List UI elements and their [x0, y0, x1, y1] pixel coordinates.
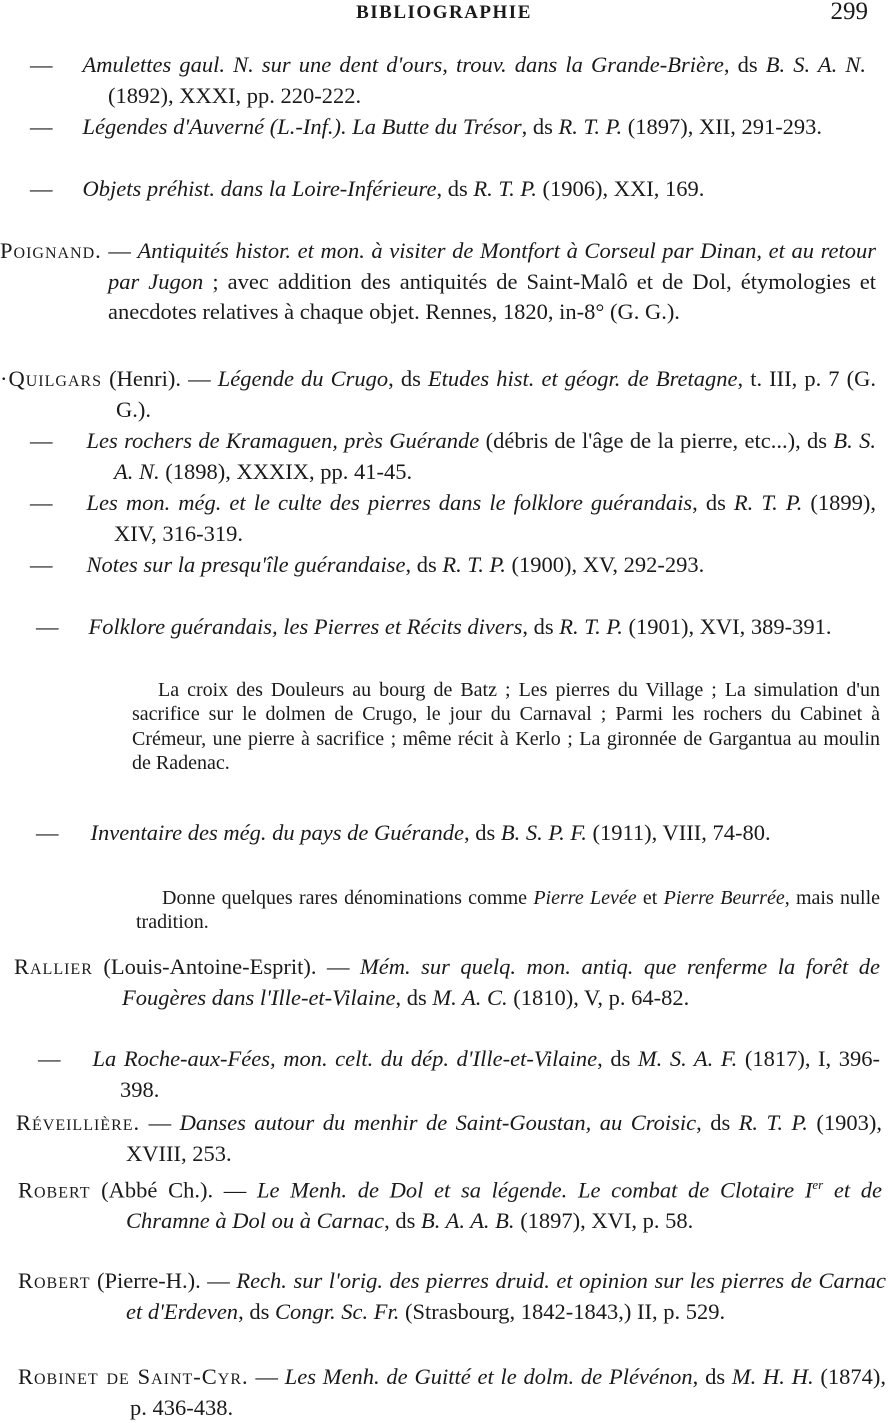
- entry-ref: (débris de l'âge de la pierre, etc...), ds: [479, 428, 834, 453]
- entry-author: ·Quilgars: [0, 366, 103, 391]
- entry-journal: R. T. P.: [473, 176, 537, 201]
- entry-journal: R. T. P.: [733, 490, 803, 515]
- entry-dash: —: [316, 954, 361, 979]
- entry-dash: —: [200, 1268, 237, 1293]
- entry-rallier: [14, 952, 880, 1013]
- entry-ref: (1897), XVI, p. 58.: [514, 1208, 694, 1234]
- entry-title: Les rochers de Kramaguen, près Guérande: [86, 428, 480, 453]
- entry-journal: B. S. A. N.: [765, 52, 867, 77]
- entry-robert-pierre: [18, 1266, 887, 1327]
- entry-ref: (1897), XII, 291-293.: [622, 114, 823, 139]
- entry-ref: ; avec addition des antiquités de Saint-Malô et de Dol, étymologies et anecdotes relatives à chaque objet. Rennes, 1820, in-8° (G. G.).: [108, 268, 876, 325]
- entry-robert-abbe: [18, 1170, 882, 1237]
- entry-author: Robinet de Saint-Cyr.: [18, 1364, 249, 1389]
- entry-connector: , ds: [597, 1046, 638, 1071]
- entry-superscript: er: [812, 1177, 824, 1192]
- entry-dash: —: [140, 1110, 180, 1135]
- entry-dash: —: [38, 1046, 61, 1071]
- entry-dash: —: [30, 52, 53, 77]
- entry-ref: (1901), XVI, 389-391.: [622, 614, 832, 639]
- entry-author: Rallier: [14, 954, 93, 979]
- entry-title: Antiquités histor. et mon. à visiter de Montfort à Corseul par Dinan, et au retour par Jugon: [108, 238, 876, 294]
- entry-title: La Roche-aux-Fées, mon. celt. du dép. d'Ille-et-Vilaine: [92, 1046, 598, 1071]
- entry-title: Légende du Crugo: [217, 366, 389, 391]
- annotation-text-c: , mais nulle tradition.: [136, 887, 881, 934]
- entry-journal: Etudes hist. et géogr. de Bretagne: [427, 366, 738, 391]
- entry-ref: (1911), VIII, 74-80.: [586, 820, 771, 845]
- entry-legendes-auverne: [30, 112, 866, 143]
- entry-dash: —: [30, 490, 53, 515]
- entry-connector: , ds: [405, 552, 443, 577]
- entry-ref-2: (1898), XXXIX, pp. 41-45.: [159, 458, 413, 484]
- entry-connector: , ds: [395, 984, 433, 1010]
- entry-title: Le Menh. de Dol et sa légende. Le combat de Clotaire I: [256, 1177, 813, 1203]
- annotation-text: La croix des Douleurs au bourg de Batz ; Les pierres du Village ; La simulation d'un sacrifice sur le dolmen de Crugo, le jour du Carnaval ; Parmi les rochers du Cabinet à Crémeur, une pierre à sacrifice ; même récit à Kerlo ; La gironnée de Gargantua au moulin de Radenac.: [132, 679, 880, 775]
- entry-dash: —: [36, 614, 59, 639]
- entry-notes-presquile: [30, 550, 876, 581]
- entry-objets-prehist: [30, 174, 866, 205]
- entry-title: Rech. sur l'orig. des pierres druid. et opinion sur les pierres de Carnac et d'Erdeven: [126, 1268, 887, 1324]
- entry-ref: (1892), XXXI, pp. 220-222.: [108, 82, 362, 108]
- running-title: BIBLIOGRAPHIE: [356, 2, 532, 23]
- entry-poignand: [0, 236, 876, 328]
- entry-dash: —: [30, 114, 53, 139]
- entry-ref: (1906), XXI, 169.: [536, 176, 705, 201]
- entry-ref: (1817), I, 396-398.: [120, 1046, 880, 1102]
- entry-title: Les Menh. de Guitté et le dolm. de Plévénon: [284, 1364, 693, 1389]
- entry-mon-meg-culte: [30, 488, 876, 549]
- entry-ref: (Strasbourg, 1842-1843,) II, p. 529.: [399, 1298, 726, 1324]
- entry-dash: —: [30, 552, 53, 577]
- entry-dash: —: [30, 428, 53, 453]
- entry-connector: , ds: [238, 1298, 275, 1324]
- entry-journal: R. T. P.: [558, 114, 623, 139]
- entry-roche-aux-fees: [38, 1044, 880, 1105]
- entry-title-cont: et de Chramne à Dol ou à Carnac: [126, 1177, 882, 1234]
- entry-quilgars: [0, 364, 877, 425]
- entry-title: Mém. sur quelq. mon. antiq. que renferme la forêt de Fougères dans l'Ille-et-Vilaine: [122, 954, 880, 1010]
- entry-journal: B. S. A. N.: [114, 428, 877, 484]
- annotation-italic-2: Pierre Beurrée: [663, 887, 785, 909]
- entry-journal: R. T. P.: [442, 552, 506, 577]
- entry-journal: M. H. H.: [731, 1364, 814, 1389]
- entry-given-name: (Henri).: [102, 366, 182, 391]
- entry-amulettes: [30, 50, 867, 111]
- entry-title: Amulettes gaul. N. sur une dent d'ours, trouv. dans la Grande-Brière: [82, 52, 724, 77]
- entry-dash: —: [30, 176, 53, 201]
- entry-title: Les mon. még. et le culte des pierres dans le folklore guérandais: [86, 490, 693, 515]
- entry-dash: —: [181, 366, 218, 391]
- entry-folklore-guerandais: [36, 612, 878, 643]
- page-number: 299: [830, 0, 868, 25]
- entry-title: Danses autour du menhir de Saint-Goustan, au Croisic: [179, 1110, 697, 1135]
- entry-connector: , ds: [463, 820, 501, 845]
- annotation-folklore: [132, 678, 880, 776]
- entry-journal: R. T. P.: [559, 614, 623, 639]
- entry-title: Légendes d'Auverné (L.-Inf.). La Butte du Trésor: [82, 114, 522, 139]
- entry-ref: (1900), XV, 292-293.: [505, 552, 705, 577]
- entry-connector: , ds: [388, 366, 428, 391]
- entry-ref: (1810), V, p. 64-82.: [507, 984, 690, 1010]
- entry-dash: —: [248, 1364, 285, 1389]
- entry-dash: —: [36, 820, 59, 845]
- entry-reveilliere: [16, 1108, 882, 1169]
- entry-connector: , ds: [723, 52, 766, 77]
- entry-rochers-kramaguen: [30, 426, 877, 487]
- entry-connector: , ds: [522, 614, 560, 639]
- entry-journal: B. A. A. B.: [421, 1208, 515, 1234]
- annotation-inventaire: [136, 886, 880, 935]
- entry-dash: —: [213, 1177, 257, 1203]
- entry-journal: R. T. P.: [738, 1110, 808, 1135]
- entry-author: Réveillière.: [16, 1110, 141, 1135]
- annotation-text-a: Donne quelques rares dénominations comme: [162, 887, 534, 909]
- entry-journal: B. S. P. F.: [500, 820, 587, 845]
- entry-title: Notes sur la presqu'île guérandaise: [86, 552, 406, 577]
- annotation-text-b: et: [636, 887, 664, 909]
- entry-ref: (1903), XVIII, 253.: [126, 1110, 882, 1166]
- entry-given-name: (Louis-Antoine-Esprit).: [92, 954, 317, 979]
- entry-given-name: (Abbé Ch.).: [90, 1177, 214, 1203]
- entry-ref: (1874), p. 436-438.: [130, 1364, 886, 1420]
- entry-journal: M. A. C.: [432, 984, 508, 1010]
- entry-given-name: (Pierre-H.).: [90, 1268, 201, 1293]
- entry-connector: , ds: [692, 1364, 732, 1389]
- entry-ref: , t. III, p. 7 (G. G.).: [116, 366, 877, 422]
- entry-inventaire-meg: [36, 818, 878, 849]
- entry-author: Poignand.: [0, 238, 102, 263]
- entry-title: Objets préhist. dans la Loire-Inférieure: [82, 176, 437, 201]
- entry-journal: M. S. A. F.: [637, 1046, 738, 1071]
- entry-connector: , ds: [384, 1208, 422, 1234]
- entry-title: Folklore guérandais, les Pierres et Récits divers: [88, 614, 523, 639]
- entry-title: Inventaire des még. du pays de Guérande: [90, 820, 464, 845]
- entry-author: Robert: [18, 1177, 91, 1203]
- annotation-italic-1: Pierre Levée: [533, 887, 637, 909]
- page-header: [0, 0, 888, 30]
- entry-ref: (1899), XIV, 316-319.: [114, 490, 876, 546]
- entry-journal: Congr. Sc. Fr.: [274, 1298, 400, 1324]
- entry-dash: —: [101, 238, 138, 263]
- entry-connector: , ds: [436, 176, 474, 201]
- entry-connector: , ds: [692, 490, 734, 515]
- entry-connector: , ds: [521, 114, 559, 139]
- entry-author: Robert: [18, 1268, 91, 1293]
- entry-robinet: [18, 1362, 886, 1423]
- entry-connector: , ds: [696, 1110, 739, 1135]
